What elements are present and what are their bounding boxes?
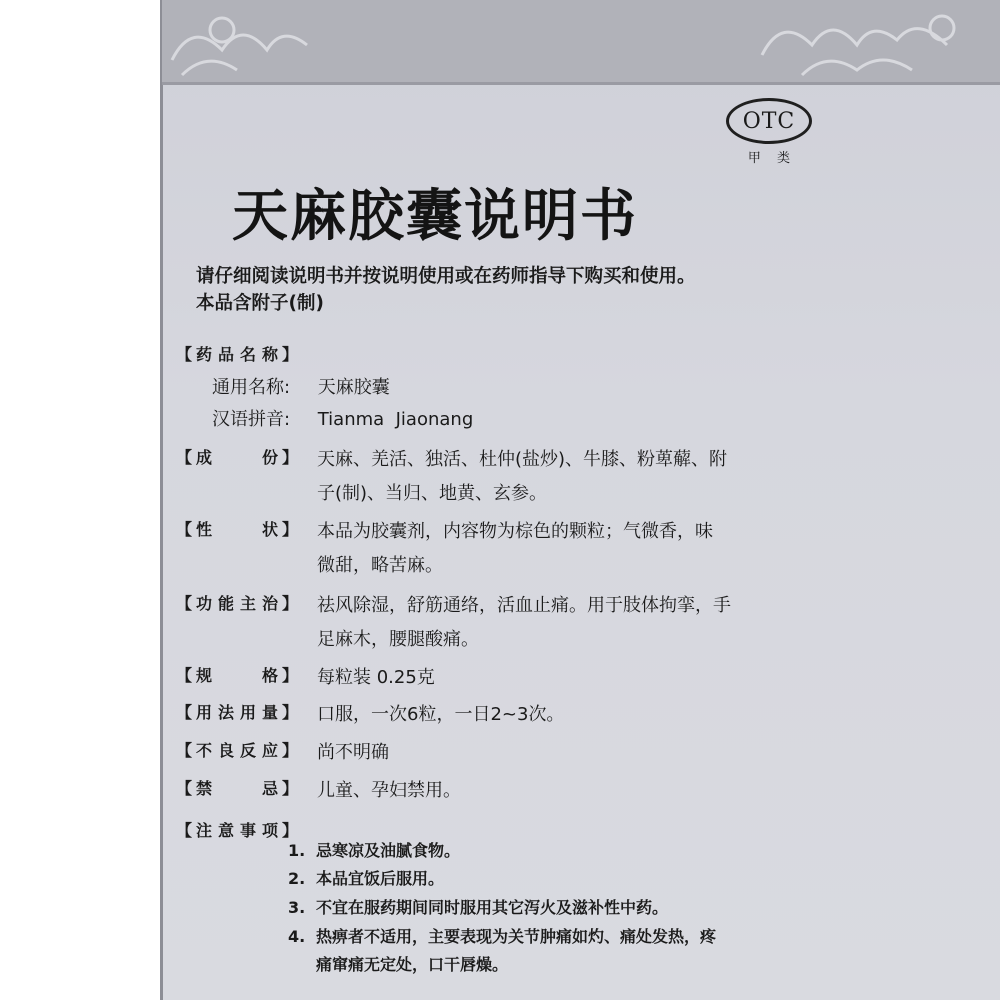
section-label: 【 药 品 名 称 】	[176, 345, 298, 364]
section-label: 【 注 意 事 项 】	[176, 821, 298, 840]
pinyin-key: 汉语拼音:	[212, 409, 291, 430]
otc-label: OTC	[726, 98, 812, 144]
section-label: 【 不 良 反 应 】	[176, 741, 298, 760]
generic-name-value: 天麻胶囊	[317, 377, 390, 398]
section-content: 祛风除湿，舒筋通络，活血止痛。用于肢体拘挛，手 足麻木，腰腿酸痛。	[317, 595, 731, 650]
section-label: 【 性 状 】	[176, 520, 298, 539]
pinyin-value: Tianma Jiaonang	[317, 409, 474, 430]
section-label: 【 用 法 用 量 】	[176, 703, 298, 722]
section-content: 尚不明确	[317, 742, 389, 763]
decorative-header-band	[162, 0, 1000, 85]
ingredient-warning: 本品含附子(制)	[196, 293, 324, 314]
document-title: 天麻胶囊说明书	[232, 184, 638, 249]
paper-edge	[160, 0, 163, 1000]
section-label: 【 功 能 主 治 】	[176, 594, 298, 613]
section-content: 本品为胶囊剂，内容物为棕色的颗粒；气微香，味 微甜，略苦麻。	[317, 521, 713, 576]
otc-badge	[726, 98, 812, 166]
generic-name-row	[212, 373, 812, 399]
section-label: 【 规 格 】	[176, 666, 298, 685]
cloud-pattern-icon	[162, 0, 1000, 82]
generic-name-key: 通用名称:	[212, 377, 291, 398]
section-label: 【 禁 忌 】	[176, 779, 298, 798]
section-content: 天麻、羌活、独活、杜仲(盐炒)、牛膝、粉萆薢、附 子(制)、当归、地黄、玄参。	[317, 449, 728, 504]
section-content: 每粒装 0.25克	[317, 667, 435, 688]
reading-warning: 请仔细阅读说明书并按说明使用或在药师指导下购买和使用。	[196, 266, 696, 287]
section-label: 【 成 份 】	[176, 448, 298, 467]
otc-category: 甲 类	[747, 151, 797, 166]
pinyin-row	[212, 405, 812, 431]
section-content: 儿童、孕妇禁用。	[317, 780, 461, 801]
section-content: 口服，一次6粒，一日2~3次。	[317, 704, 565, 725]
